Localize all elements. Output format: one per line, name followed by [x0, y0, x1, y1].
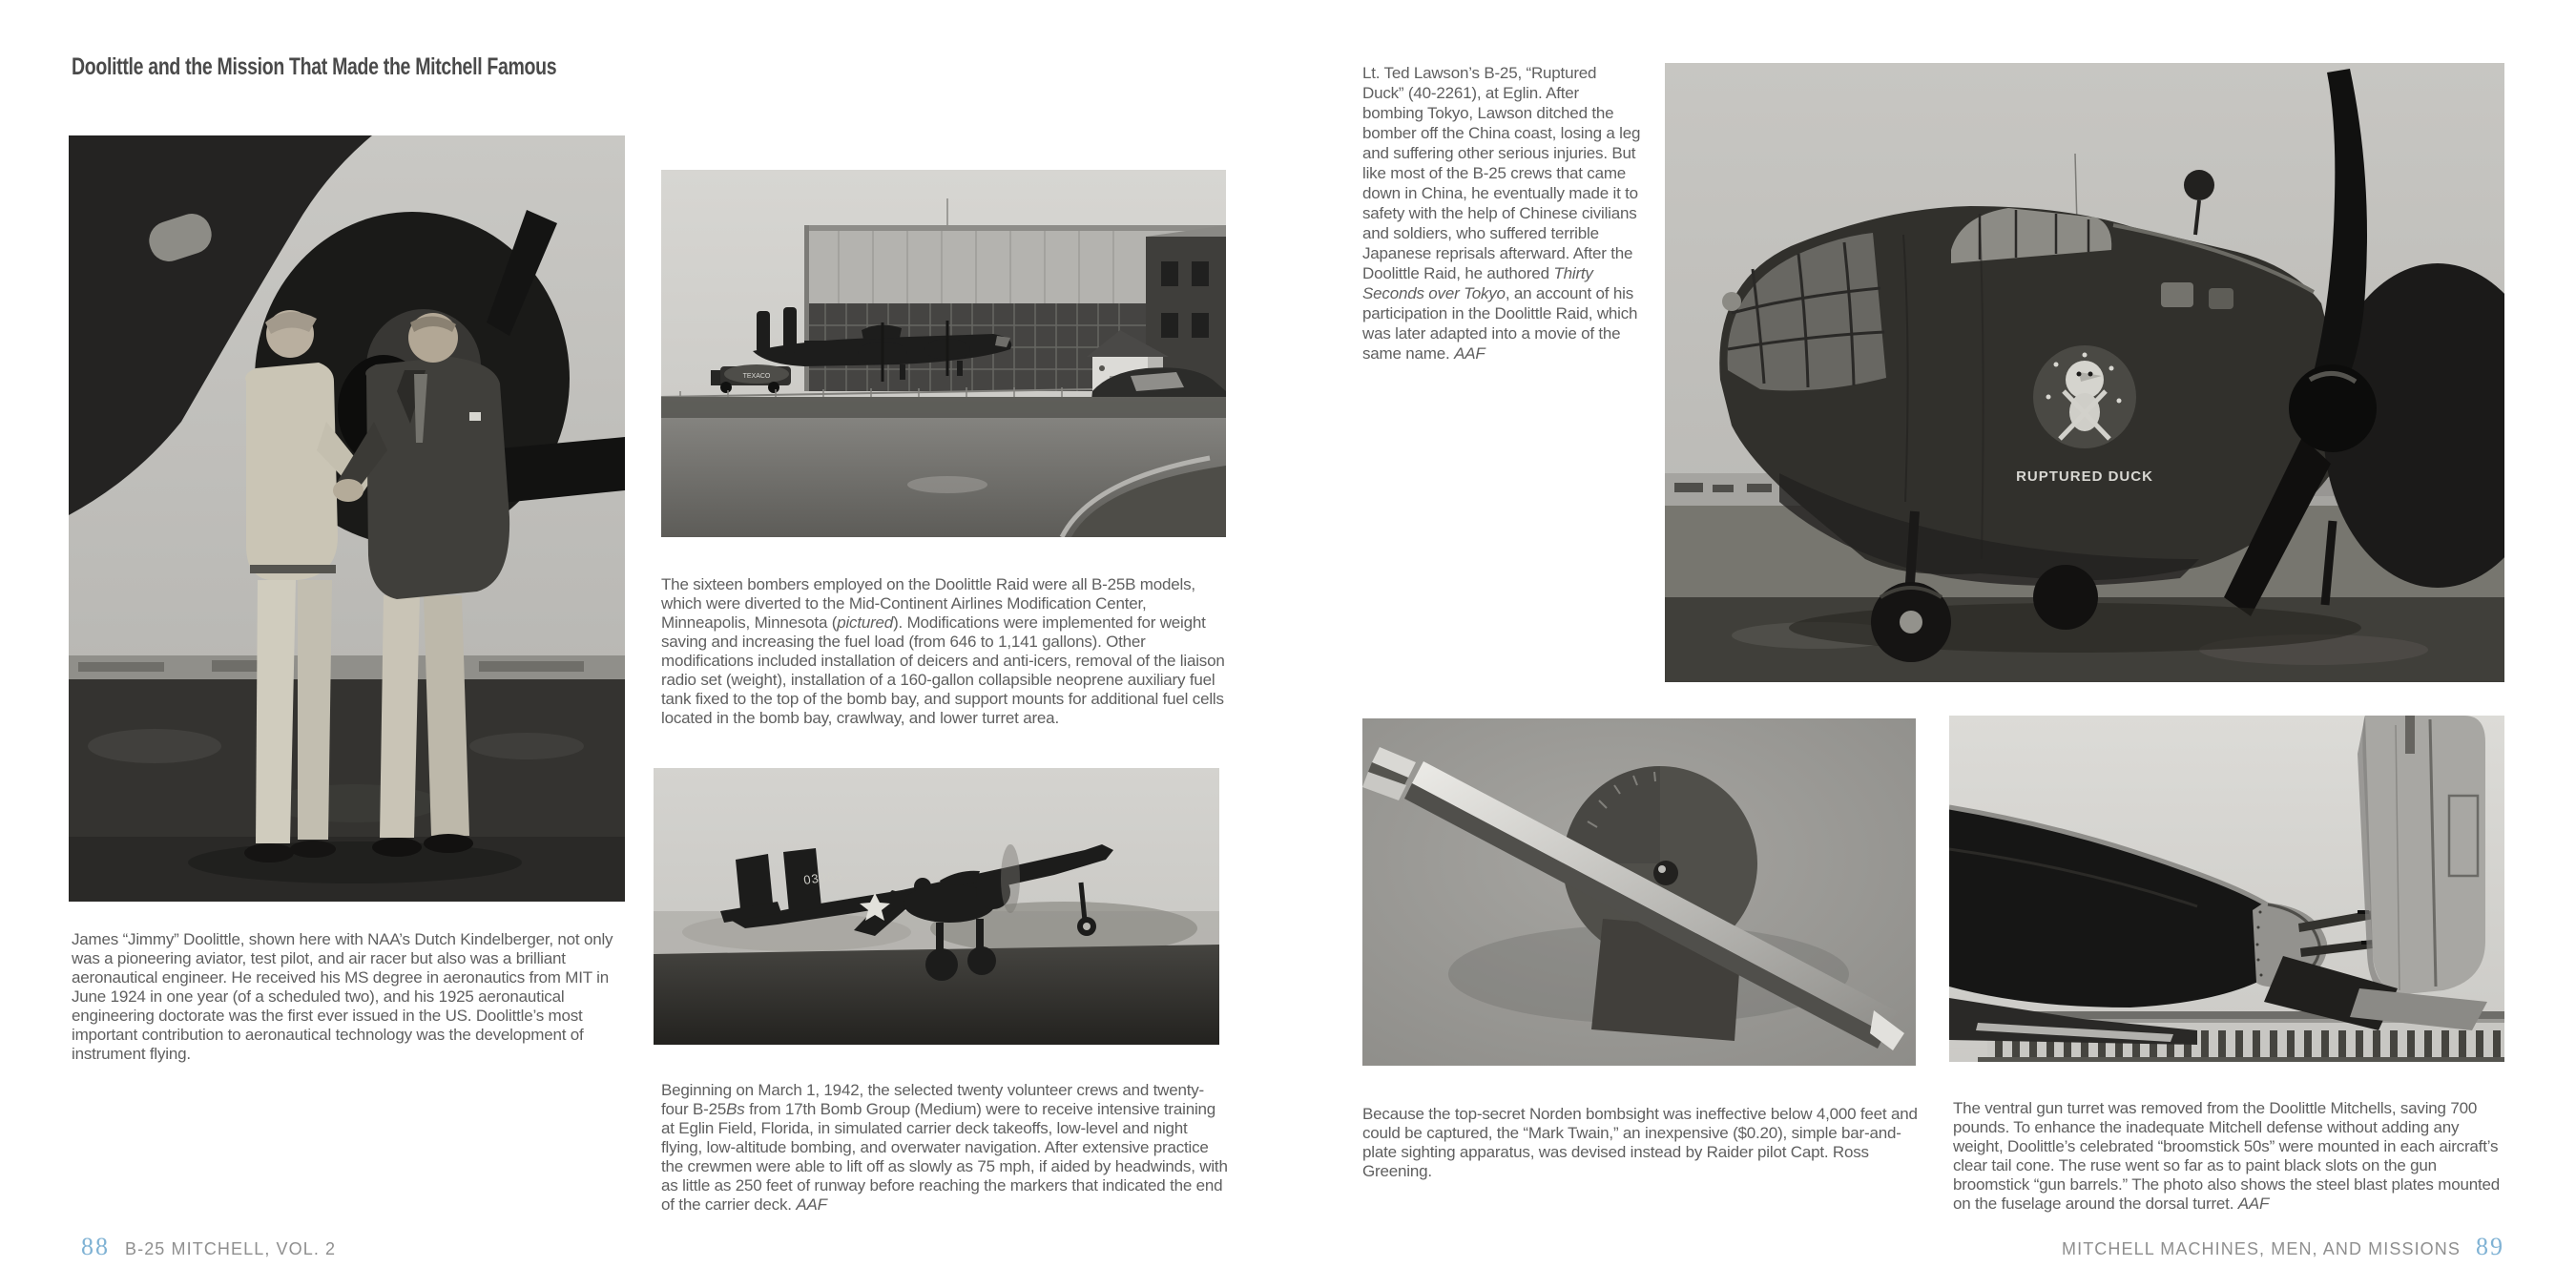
photo-takeoff-training-art — [654, 768, 1219, 1045]
caption-lawson-part: , an account of his participation in the Doolittle Raid, which was later adapted into a movie of the same name. — [1362, 284, 1638, 363]
caption-training — [661, 1081, 1230, 1215]
caption-norden-text: Because the top-secret Norden bombsight was ineffective below 4,000 feet and could be captured, the “Mark Twain,” an inexpensive ($0.20), simple bar-and-plate sighting apparatus, was devised instead by Raider pilot Capt. Ross Greening. — [1362, 1105, 1918, 1180]
caption-bombers-part: ). Modifications were implemented for weight saving and increasing the fuel load (from 646 to 1,141 gallons). Other modifications included installation of deicers and anti-icers, removal of the liaison radio set (weight), installation of a 160-gallon collapsible neoprene auxiliary fuel tank fixed to the top of the bomb bay, and support mounts for additional fuel cells located in the bomb bay, crawlway, and lower turret area. — [661, 613, 1225, 727]
caption-doolittle-text: James “Jimmy” Doolittle, shown here with NAA’s Dutch Kindelberger, not only was a pioneering aviator, test pilot, and air racer but also was a brilliant aeronautical engineer. He received his MS degree in aeronautics from MIT in June 1924 in one year (of a scheduled two), and his 1925 aeronautical engineering doctorate was the first ever issued in the US. Doolittle’s most important contribution to aeronautical technology was the development of instrument flying. — [72, 930, 613, 1063]
nose-art-name: RUPTURED DUCK — [2016, 468, 2153, 485]
footer-right — [2062, 1233, 2504, 1261]
book-title: B-25 MITCHELL, VOL. 2 — [125, 1239, 337, 1258]
caption-turret — [1953, 1099, 2511, 1214]
photo-mark-twain-sight — [1362, 718, 1916, 1066]
tail-serial: 03365 — [802, 867, 844, 887]
antenna-ball — [2184, 170, 2214, 200]
chapter-title: MITCHELL MACHINES, MEN, AND MISSIONS — [2062, 1239, 2461, 1258]
caption-turret-credit: AAF — [2237, 1195, 2270, 1213]
footer-left — [81, 1233, 336, 1261]
pivot-highlight — [1658, 865, 1666, 873]
caption-bombers — [661, 575, 1230, 728]
photo-ruptured-duck-art — [1665, 63, 2504, 682]
photo-tail-broomsticks-art — [1949, 716, 2504, 1062]
caption-training-part: Beginning on March 1, 1942, the selected twenty volunteer crews and twenty-four B-25 — [661, 1081, 1205, 1118]
page-number-right: 89 — [2476, 1233, 2504, 1260]
caption-training-credit: AAF — [796, 1195, 827, 1214]
caption-bombers-part: The sixteen bombers employed on the Doolittle Raid were all B-25B models, which were diverted to the Mid-Continent Airlines Modification Center, Minneapolis, Minnesota ( — [661, 575, 1195, 632]
caption-norden — [1362, 1105, 1921, 1181]
caption-training-part: from 17th Bomb Group (Medium) were to receive intensive training at Eglin Field, Florida, in simulated carrier deck takeoffs, low-level and night flying, low-altitude bombing, and overwater navigation. After extensive practice the crewmen were able to lift off as slowly as 75 mph, if aided by headwinds, with as little as 250 feet of runway before reaching the markers that indicated the end of the carrier deck. — [661, 1100, 1228, 1214]
photo-doolittle-kindelberger — [69, 135, 625, 902]
caption-bombers-italic: pictured — [837, 613, 894, 632]
page-number-left: 88 — [81, 1233, 110, 1260]
caption-lawson-part: Lt. Ted Lawson’s B-25, “Ruptured Duck” (40-2261), at Eglin. After bombing Tokyo, Lawson ditched the bomber off the China coast, losing a leg and suffering other serious injuries. But like most of the B-25 crews that came down in China, he eventually made it to safety with the help of Chinese civilians and soldiers, who suffered terrible Japanese reprisals afterward. After the Doolittle Raid, he authored — [1362, 64, 1641, 282]
photo-modification-center-art — [661, 170, 1226, 537]
ground — [69, 679, 625, 902]
caption-lawson — [1362, 63, 1641, 364]
handshake — [333, 479, 364, 502]
pivot-bolt — [1653, 861, 1678, 885]
caption-training-italic: Bs — [726, 1100, 745, 1118]
photo-doolittle-kindelberger-art — [69, 135, 625, 902]
section-title: Doolittle and the Mission That Made the Mitchell Famous — [72, 53, 557, 80]
photo-takeoff-training — [654, 768, 1219, 1045]
photo-tail-broomsticks — [1949, 716, 2504, 1062]
photo-modification-center — [661, 170, 1226, 537]
caption-lawson-credit: AAF — [1454, 344, 1485, 363]
caption-doolittle — [72, 930, 620, 1064]
truck-label: TEXACO — [742, 373, 771, 380]
caption-turret-part: The ventral gun turret was removed from the Doolittle Mitchells, saving 700 pounds. To enhance the inadequate Mitchell defense without adding any weight, Doolittle’s celebrated “broomstick 50s” were mounted in each aircraft’s clear tail cone. The ruse went so far as to paint black slots on the gun broomstick “gun barrels.” The photo also shows the steel blast plates mounted on the fuselage around the dorsal turret. — [1953, 1099, 2500, 1213]
caption-lawson-book-title: Thirty Seconds over Tokyo — [1362, 264, 1593, 302]
foreground — [661, 397, 1226, 537]
photo-mark-twain-sight-art — [1362, 718, 1916, 1066]
photo-ruptured-duck — [1665, 63, 2504, 682]
